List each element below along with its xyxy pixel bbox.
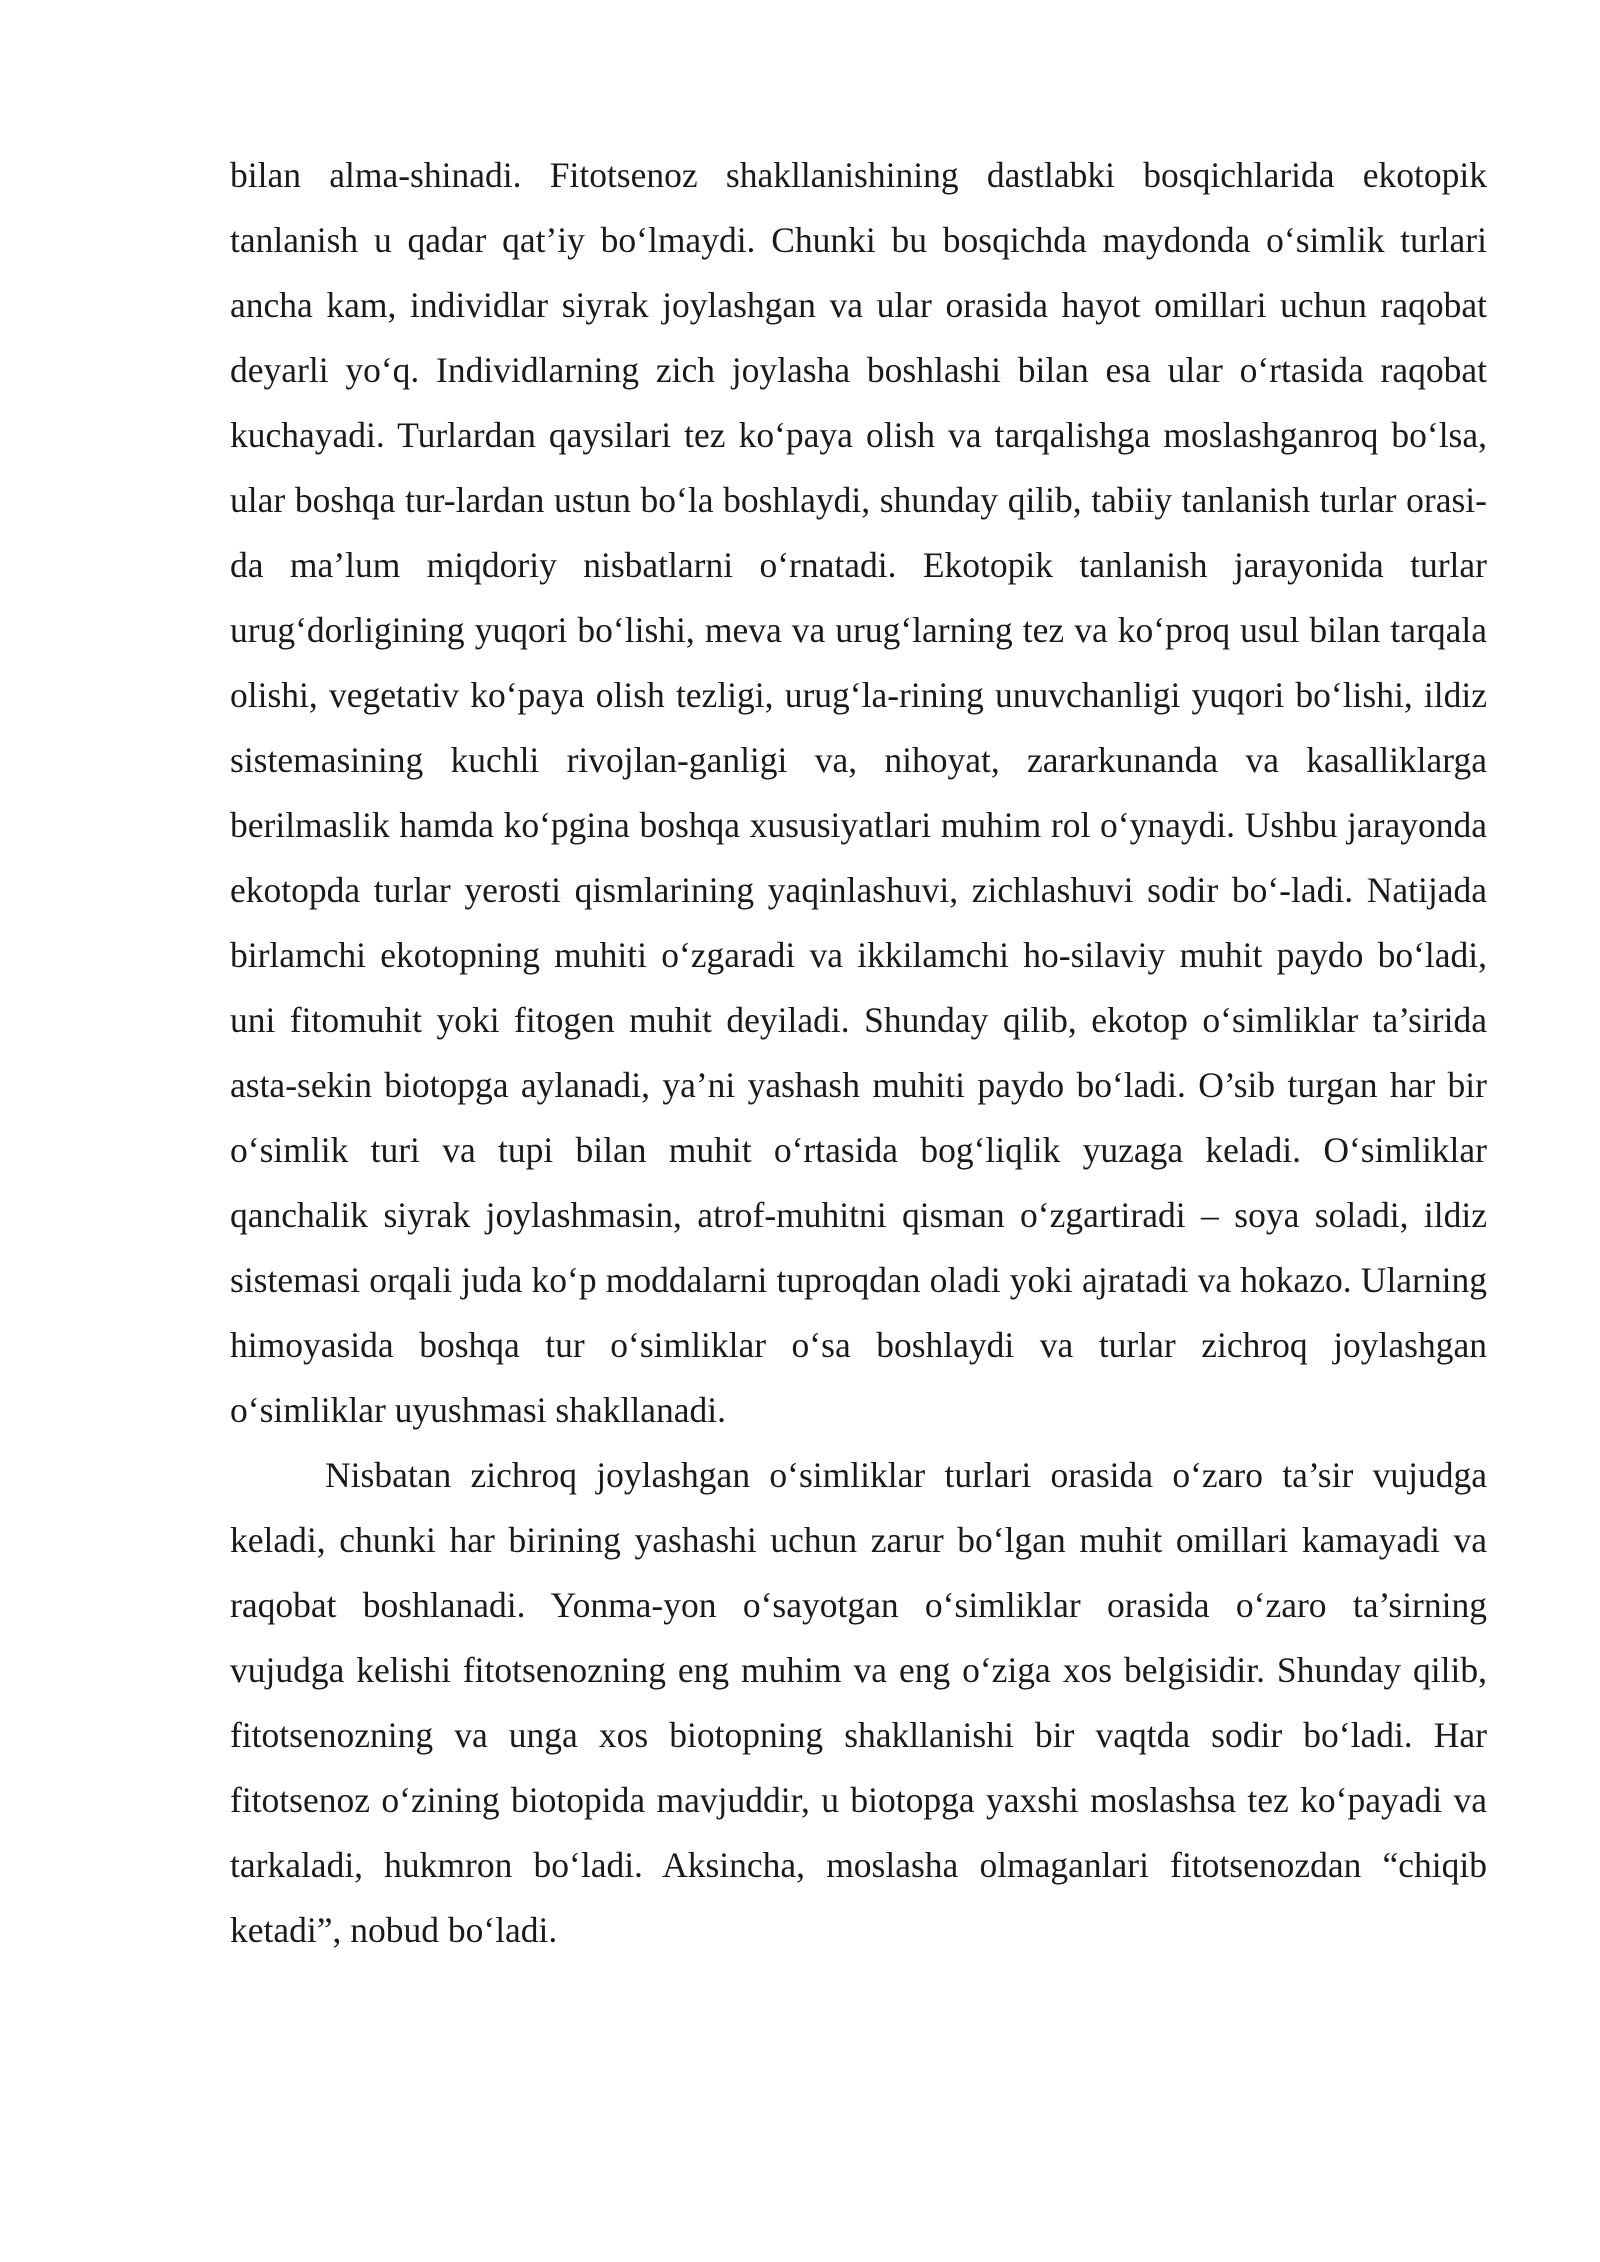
paragraph-continued: bilan alma-shinadi. Fitotsenoz shakllanishining dastlabki bosqichlarida ekotopik tanlanish u qadar qat’iy bo‘lmaydi. Chunki bu bosqichda maydonda o‘simlik turlari ancha kam, individlar siyrak joylashgan va ular orasida hayot omillari uchun raqobat deyarli yo‘q. Individlarning zich joylasha boshlashi bilan esa ular o‘rtasida raqobat kuchayadi. Turlardan qaysilari tez ko‘paya olish va tarqalishga moslashganroq bo‘lsa, ular boshqa tur-lardan ustun bo‘la boshlaydi, shunday qilib, tabiiy tanlanish turlar orasi-da ma’lum miqdoriy nisbatlarni o‘rnatadi. Ekotopik tanlanish jarayonida turlar urug‘dorligining yuqori bo‘lishi, meva va urug‘larning tez va ko‘proq usul bilan tarqala olishi, vegetativ ko‘paya olish tezligi, urug‘la-rining unuvchanligi yuqori bo‘lishi, ildiz sistemasining kuchli rivojlan-ganligi va, nihoyat, zararkunanda va kasalliklarga berilmaslik hamda ko‘pgina boshqa xususiyatlari muhim rol o‘ynaydi. Ushbu jarayonda ekotopda turlar yerosti qismlarining yaqinlashuvi, zichlashuvi sodir bo‘-ladi. Natijada birlamchi ekotopning muhiti o‘zgaradi va ikkilamchi ho-silaviy muhit paydo bo‘ladi, uni fitomuhit yoki fitogen muhit deyiladi. Shunday qilib, ekotop o‘simliklar ta’sirida asta-sekin biotopga aylanadi, ya’ni yashash muhiti paydo bo‘ladi. O’sib turgan har bir o‘simlik turi va tupi bilan muhit o‘rtasida bog‘liqlik yuzaga keladi. O‘simliklar qanchalik siyrak joylashmasin, atrof-muhitni qisman o‘zgartiradi – soya soladi, ildiz sistemasi orqali juda ko‘p moddalarni tuproqdan oladi yoki ajratadi va hokazo. Ularning himoyasida boshqa tur o‘simliklar o‘sa boshlaydi va turlar zichroq joylashgan o‘simliklar uyushmasi shakllanadi. [230,155,1487,1430]
document-body [230,143,1487,1963]
paragraph: Nisbatan zichroq joylashgan o‘simliklar turlari orasida o‘zaro ta’sir vujudga keladi, chunki har birining yashashi uchun zarur bo‘lgan muhit omillari kamayadi va raqobat boshlanadi. Yonma-yon o‘sayotgan o‘simliklar orasida o‘zaro ta’sirning vujudga kelishi fitotsenozning eng muhim va eng o‘ziga xos belgisidir. Shunday qilib, fitotsenozning va unga xos biotopning shakllanishi bir vaqtda sodir bo‘ladi. Har fitotsenoz o‘zining biotopida mavjuddir, u biotopga yaxshi moslashsa tez ko‘payadi va tarkaladi, hukmron bo‘ladi. Aksincha, moslasha olmaganlari fitotsenozdan “chiqib ketadi”, nobud bo‘ladi. [230,1455,1487,1950]
